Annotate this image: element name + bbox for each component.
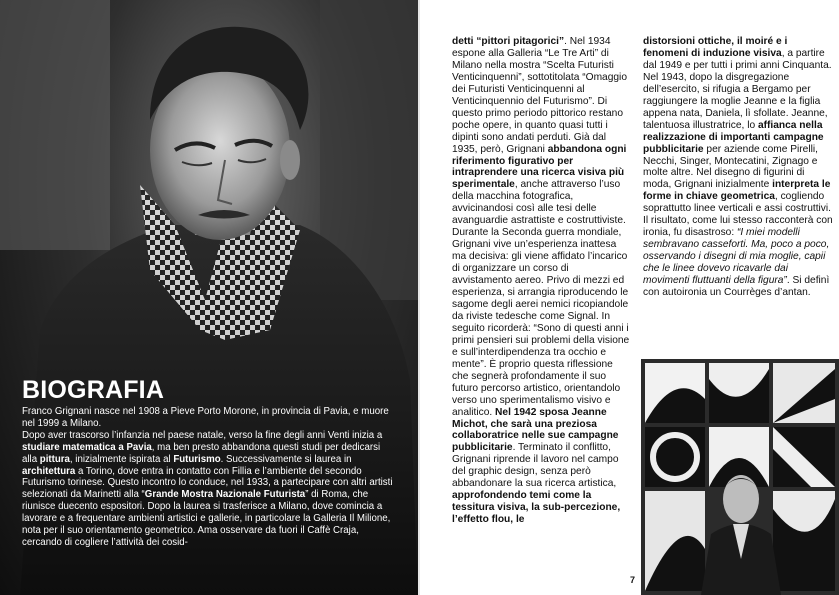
artist-with-artworks-photo: [641, 359, 839, 595]
page-gutter: [418, 0, 420, 595]
biography-title: BIOGRAFIA: [22, 376, 165, 404]
biography-text: [22, 406, 394, 549]
text-column-1: [452, 36, 630, 526]
column-2-paragraph: distorsioni ottiche, il moiré e i fenomeni di induzione visiva, a partire dal 1949 e per tutti i primi anni Cinquanta. Nel 1943, dopo la disgregazione dell’esercito, si rifugia a Bergamo per raggiungere la moglie Jeanne e la figlia appena nata, Daniela, lì sfollate. Jeanne, talentuosa illustratrice, lo affianca nella realizzazione di importanti campagne pubblicitarie per aziende come Pirelli, Necchi, Singer, Montecatini, Zignago e molte altre. Nel disegno di figurini di moda, Grignani inizialmente interpreta le forme in chiave geometrica, cogliendo soprattutto linee verticali e assi costruttivi. Il risultato, come lui stesso racconterà con ironia, fu disastroso: “I miei modelli sembravano casseforti. Ma, poco a poco, osservando i disegni di mia moglie, capii che le linee dovevo ricavarle dai movimenti fluttuanti della figura”. Si definì con autoironia un Courrèges d’antan.: [643, 36, 833, 299]
text-column-2: [643, 36, 833, 299]
page-number: 7: [630, 575, 636, 585]
bio-paragraph-1: Franco Grignani nasce nel 1908 a Pieve Porto Morone, in provincia di Pavia, e muore nel 1999 a Milano.: [22, 406, 389, 429]
column-1-paragraph: detti “pittori pitagorici”. Nel 1934 espone alla Galleria “Le Tre Arti” di Milano nella mostra “Scelta Futuristi Venticinquenni”, sottotitolata “Omaggio dei Futuristi Venticinquenni al Venticinquennio del Futurismo”. Di questo primo periodo pittorico restano poche opere, in quanto quasi tutti i dipinti sono andati perduti. Già dal 1935, però, Grignani abbandona ogni riferimento figurativo per intraprendere una ricerca visiva più sperimentale, anche attraverso l’uso della macchina fotografica, avvicinandosi così alle tesi delle avanguardie astrattiste e costruttiviste. Durante la Seconda guerra mondiale, Grignani vive un’esperienza inattesa ma decisiva: gli viene affidato l’incarico di organizzare un corso di avvistamento aereo. Privo di mezzi ed esperienza, si arrangia riproducendo le sagome degli aerei nemici ricopiandole da riviste tedesche come Signal. In seguito ricorderà: “Sono di questi anni i primi pensieri sui problemi della visione e sull’interdipendenza tra occhio e mente”. È proprio questa riflessione che segnerà profondamente il suo futuro percorso artistico, orientandolo verso uno sperimentalismo visivo e analitico. Nel 1942 sposa Jeanne Michot, che sarà una preziosa collaboratrice nelle sue campagne pubblicitarie. Terminato il conflitto, Grignani riprende il lavoro nel campo del graphic design, senza però abbandonare la sua ricerca artistica, approfondendo temi come la tessitura visiva, la sub-percezione, l’effetto flou, le: [452, 36, 630, 526]
bio-paragraph-2: Dopo aver trascorso l’infanzia nel paese natale, verso la fine degli anni Venti inizia a studiare matematica a Pavia, ma ben presto abbandona questi studi per dedicarsi alla pittura, inizialmente ispirata al Futurismo. Successivamente si laurea in architettura a Torino, dove entra in contatto con Fillia e l’ambiente del secondo Futurismo torinese. Questo incontro lo conduce, nel 1933, a partecipare con altri artisti selezionati da Marinetti alla “Grande Mostra Nazionale Futurista” di Roma, che riunisce duecento espositori. Dopo la laurea si trasferisce a Milano, dove comincia a lavorare e a frequentare ambienti artistici e gallerie, in particolare la Galleria Il Milione, nota per il suo orientamento geometrico. Ama osservare da fuori il Caffè Craja, cercando di cogliere l’attività dei cosid-: [22, 429, 393, 548]
left-page: [0, 0, 418, 595]
